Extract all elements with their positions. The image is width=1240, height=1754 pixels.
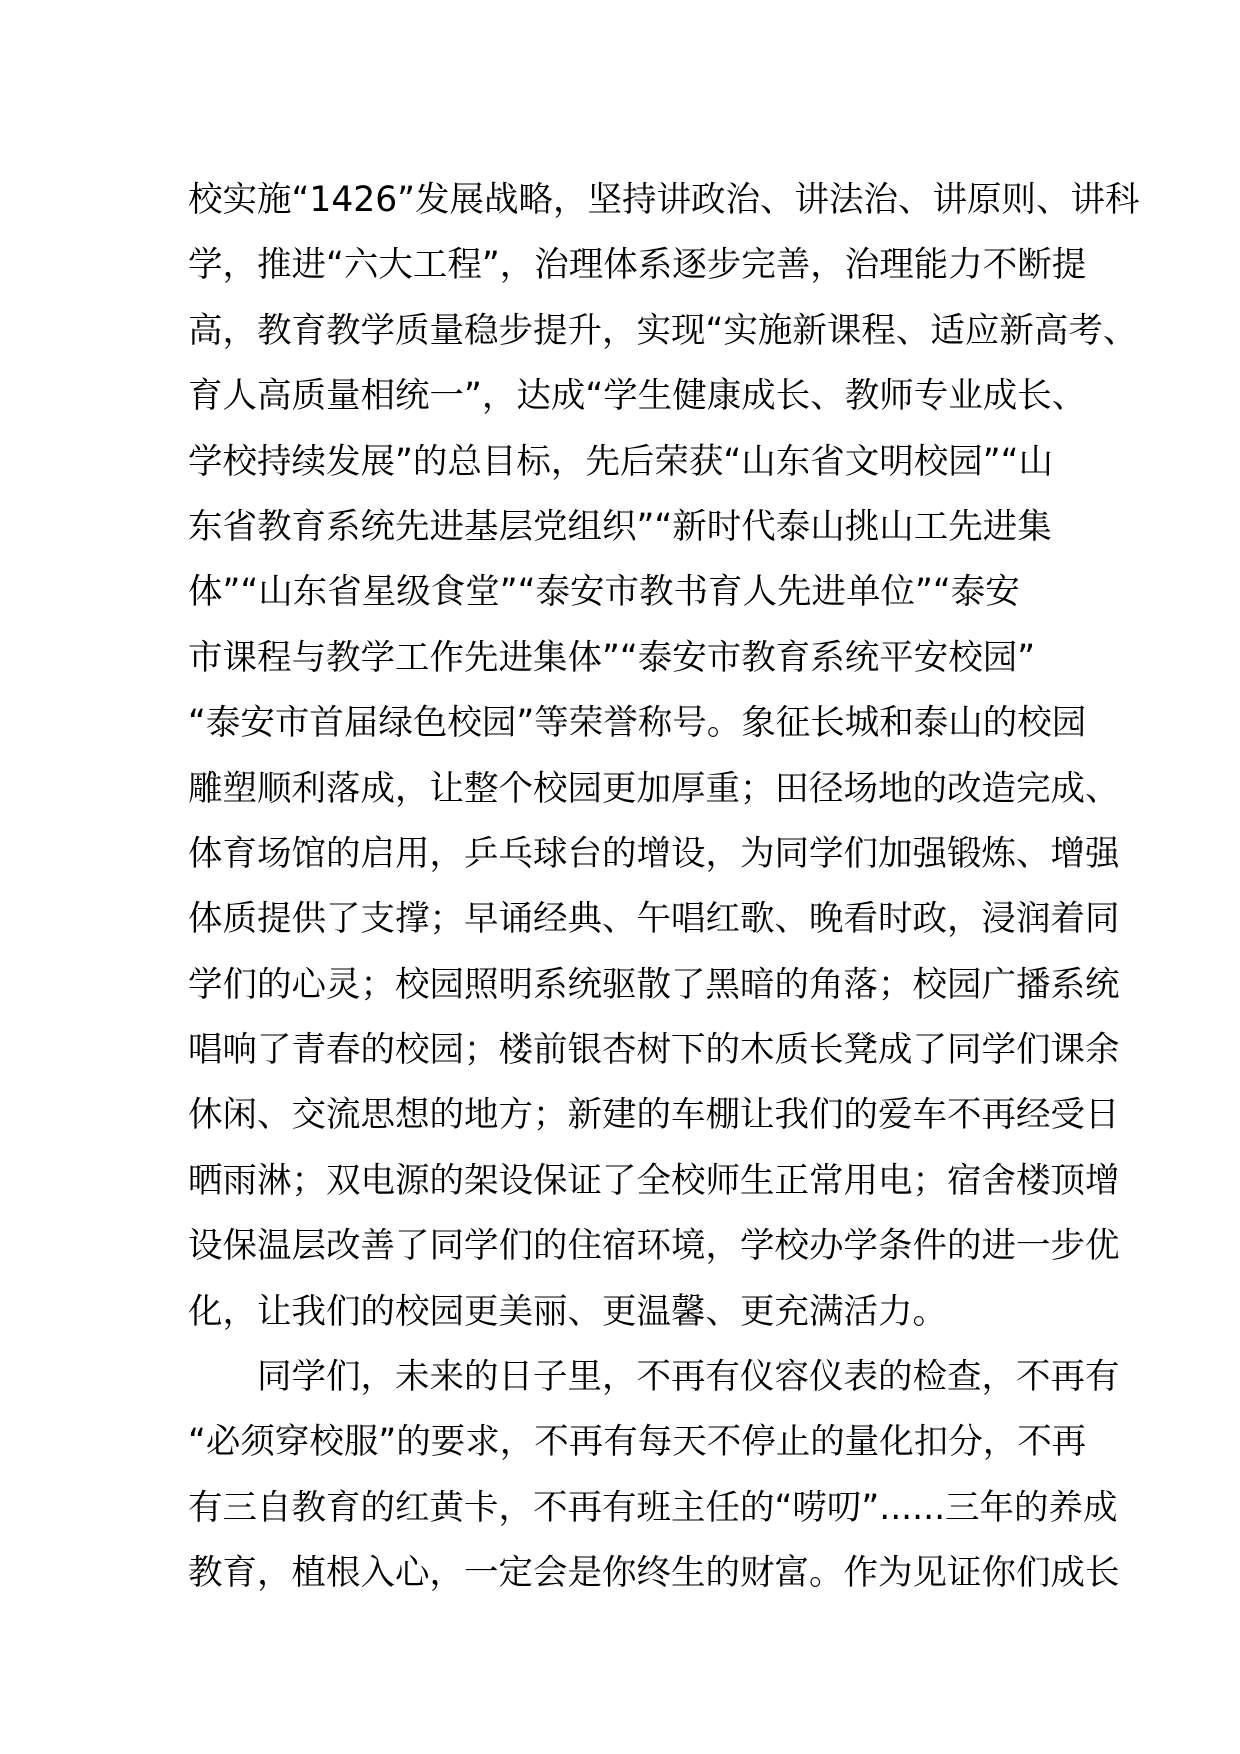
text-line: 学，推进“六大工程”，治理体系逐步完善，治理能力不断提 bbox=[188, 245, 1087, 286]
text-line: 学校持续发展”的总目标，先后荣获“山东省文明校园”“山 bbox=[188, 441, 1053, 482]
text-line: “必须穿校服”的要求，不再有每天不停止的量化扣分，不再 bbox=[188, 1422, 1087, 1463]
text-line: 学们的心灵；校园照明系统驱散了黑暗的角落；校园广播系统 bbox=[188, 964, 1120, 1005]
text-line: 体质提供了支撑；早诵经典、午唱红歌、晚看时政，浸润着同 bbox=[188, 899, 1120, 940]
text-line: 校实施“1426”发展战略，坚持讲政治、讲法治、讲原则、讲科 bbox=[188, 180, 1140, 220]
text-line: 唱响了青春的校园；楼前银杏树下的木质长凳成了同学们课余 bbox=[188, 1030, 1120, 1071]
text-line: 体”“山东省星级食堂”“泰安市教书育人先进单位”“泰安 bbox=[188, 572, 1020, 613]
text-line: 育人高质量相统一”，达成“学生健康成长、教师专业成长、 bbox=[188, 376, 1087, 417]
document-body bbox=[188, 168, 1140, 1607]
text-line: 市课程与教学工作先进集体”“泰安市教育系统平安校园” bbox=[188, 637, 1036, 678]
text-line: 设保温层改善了同学们的住宿环境，学校办学条件的进一步优 bbox=[188, 1226, 1120, 1267]
text-line: “泰安市首届绿色校园”等荣誉称号。象征长城和泰山的校园 bbox=[188, 703, 1087, 744]
paragraph-start-line: 同学们，未来的日子里，不再有仪容仪表的检查，不再有 bbox=[257, 1357, 1120, 1398]
text-line: 高，教育教学质量稳步提升，实现“实施新课程、适应新高考、 bbox=[188, 310, 1138, 351]
text-line: 化，让我们的校园更美丽、更温馨、更充满活力。 bbox=[188, 1291, 947, 1332]
text-line: 晒雨淋；双电源的架设保证了全校师生正常用电；宿舍楼顶增 bbox=[188, 1160, 1120, 1201]
text-line: 雕塑顺利落成，让整个校园更加厚重；田径场地的改造完成、 bbox=[188, 768, 1120, 809]
text-line: 教育，植根入心，一定会是你终生的财富。作为见证你们成长 bbox=[188, 1553, 1120, 1594]
text-line: 体育场馆的启用，乒乓球台的增设，为同学们加强锻炼、增强 bbox=[188, 833, 1120, 874]
text-line: 东省教育系统先进基层党组织”“新时代泰山挑山工先进集 bbox=[188, 506, 1052, 547]
text-line: 休闲、交流思想的地方；新建的车棚让我们的爱车不再经受日 bbox=[188, 1095, 1120, 1136]
text-line: 有三自教育的红黄卡，不再有班主任的“唠叨”......三年的养成 bbox=[188, 1487, 1118, 1528]
